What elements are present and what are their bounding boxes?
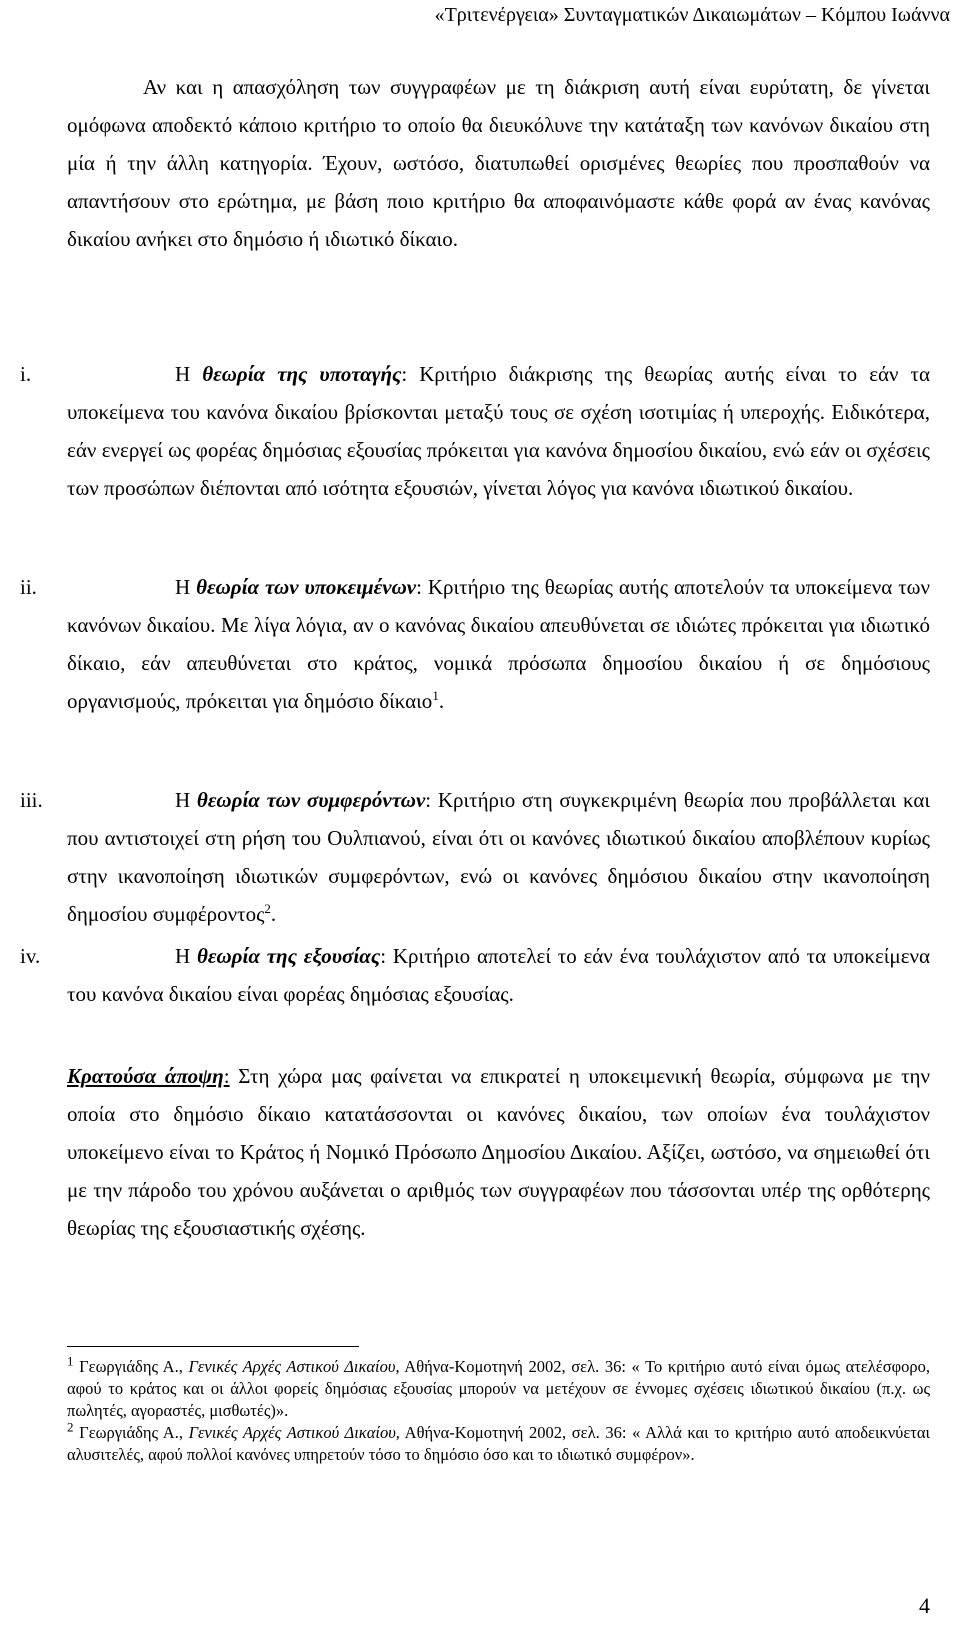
prevailing-view-colon: : (223, 1064, 230, 1088)
running-header: «Τριτενέργεια» Συνταγματικών Δικαιωμάτων – Κόμπου Ιωάννα (434, 4, 950, 26)
prevailing-view-text: Στη χώρα μας φαίνεται να επικρατεί η υποκειμενική θεωρία, σύμφωνα με την οποία στο δημόσιο δίκαιο κατατάσσονται οι κανόνες δικαίου, των οποίων ένα τουλάχιστον υποκείμενο είναι το Κράτος ή Νομικό Πρόσωπο Δημοσίου Δικαίου. Αξίζει, ωστόσο, να σημειωθεί ότι με την πάροδο του χρόνου αυξάνεται ο αριθμός των συγγραφέων που τάσσονται υπέρ της ορθότερης θεωρίας της εξουσιαστικής σχέσης. (67, 1064, 930, 1240)
prevailing-view-paragraph (67, 1057, 930, 1247)
footnote (67, 1419, 930, 1466)
footnote-author: Γεωργιάδης Α., (73, 1423, 189, 1442)
theory-term: θεωρία της εξουσίας (196, 944, 381, 968)
theory-text: : Κριτήριο στη συγκεκριμένη θεωρία που προβάλλεται και που αντιστοιχεί στη ρήση του Ουλπιανού, είναι ότι οι κανόνες ιδιωτικού δικαίου αποβλέπουν κυρίως στην ικανοποίηση ιδιωτικών συμφερόντων, ενώ οι κανόνες δημόσιου δικαίου στην ικανοποίηση δημοσίου συμφέροντος (67, 788, 930, 926)
theory-text: : Κριτήριο της θεωρίας αυτής αποτελούν τα υποκείμενα των κανόνων δικαίου. Με λίγα λόγια, αν ο κανόνας δικαίου απευθύνεται σε ιδιώτες πρόκειται για ιδιωτικό δίκαιο, εάν απευθύνεται στο κράτος, νομικά πρόσωπα δημοσίου δικαίου ή σε δημόσιους οργανισμούς, πρόκειται για δημόσιο δίκαιο (67, 575, 930, 713)
theory-list-item (20, 781, 930, 933)
theory-list-item (20, 937, 930, 1013)
intro-paragraph: Αν και η απασχόληση των συγγραφέων με τη διάκριση αυτή είναι ευρύτατη, δε γίνεται ομόφωνα αποδεκτό κάποιο κριτήριο το οποίο θα διευκόλυνε την κατάταξη των κανόνων δικαίου στη μία ή την άλλη κατηγορία. Έχουν, ωστόσο, διατυπωθεί ορισμένες θεωρίες που προσπαθούν να απαντήσουν στο ερώτημα, με βάση ποιο κριτήριο θα αποφαινόμαστε κάθε φορά αν ένας κανόνας δικαίου ανήκει στο δημόσιο ή ιδιωτικό δίκαιο. (67, 75, 930, 251)
footnote-mark: 1 (67, 1353, 74, 1369)
theory-tail: . (270, 902, 277, 926)
footnotes (67, 1353, 930, 1466)
theory-term: θεωρία των υποκειμένων (196, 575, 417, 599)
footnote-ref[interactable]: 2 (264, 901, 271, 916)
footnote-text: Αθήνα-Κομοτηνή 2002, σελ. 36: « Το κριτήριο αυτό είναι όμως ατελέσφορο, αφού το κράτος και οι άλλοι φορείς δημόσιας εξουσίας μπορούν να μετέχουν σε έννομες σχέσεις ιδιωτικού δικαίου (π.χ. ως πωλητές, αγοραστές, μισθωτές)». (67, 1357, 930, 1420)
theory-list-item (20, 355, 930, 507)
page-number: 4 (919, 1593, 930, 1618)
list-number: i. (20, 362, 32, 386)
footnote-mark: 2 (67, 1419, 74, 1435)
theory-lead: Η (175, 575, 197, 599)
theory-lead: Η (175, 362, 203, 386)
theory-term: θεωρία των συμφερόντων (196, 788, 426, 812)
footnote-title: Γενικές Αρχές Αστικού Δικαίου, (188, 1423, 400, 1442)
list-number: ii. (20, 575, 37, 599)
footnote-author: Γεωργιάδης Α., (73, 1357, 189, 1376)
footnote-separator (67, 1346, 359, 1347)
theory-text: : Κριτήριο διάκρισης της θεωρίας αυτής είναι το εάν τα υποκείμενα του κανόνα δικαίου βρίσκονται μεταξύ τους σε σχέση ισοτιμίας ή υπεροχής. Ειδικότερα, εάν ενεργεί ως φορέας δημόσιας εξουσίας πρόκειται για κανόνα δημοσίου δικαίου, ενώ εάν οι σχέσεις των προσώπων διέπονται από ισότητα εξουσιών, γίνεται λόγος για κανόνα ιδιωτικού δικαίου. (67, 362, 930, 500)
footnote-title: Γενικές Αρχές Αστικού Δικαίου, (188, 1357, 400, 1376)
footnote-text: Αθήνα-Κομοτηνή 2002, σελ. 36: « Αλλά και το κριτήριο αυτό αποδεικνύεται αλυσιτελές, αφού πολλοί κανόνες υπηρετούν τόσο το δημόσιο όσο και το ιδιωτικό συμφέρον». (67, 1423, 930, 1464)
list-number: iv. (20, 944, 41, 968)
footnote (67, 1353, 930, 1422)
theory-lead: Η (175, 944, 197, 968)
list-number: iii. (20, 788, 43, 812)
theory-term: θεωρία της υποταγής (202, 362, 402, 386)
theory-tail: . (438, 689, 445, 713)
theory-text: : Κριτήριο αποτελεί το εάν ένα τουλάχιστον από τα υποκείμενα του κανόνα δικαίου είναι φορέας δημόσιας εξουσίας. (67, 944, 931, 1006)
theory-lead: Η (175, 788, 197, 812)
prevailing-view-label: Κρατούσα άποψη (67, 1064, 224, 1088)
footnote-ref[interactable]: 1 (432, 688, 439, 703)
theory-list-item (20, 568, 930, 720)
